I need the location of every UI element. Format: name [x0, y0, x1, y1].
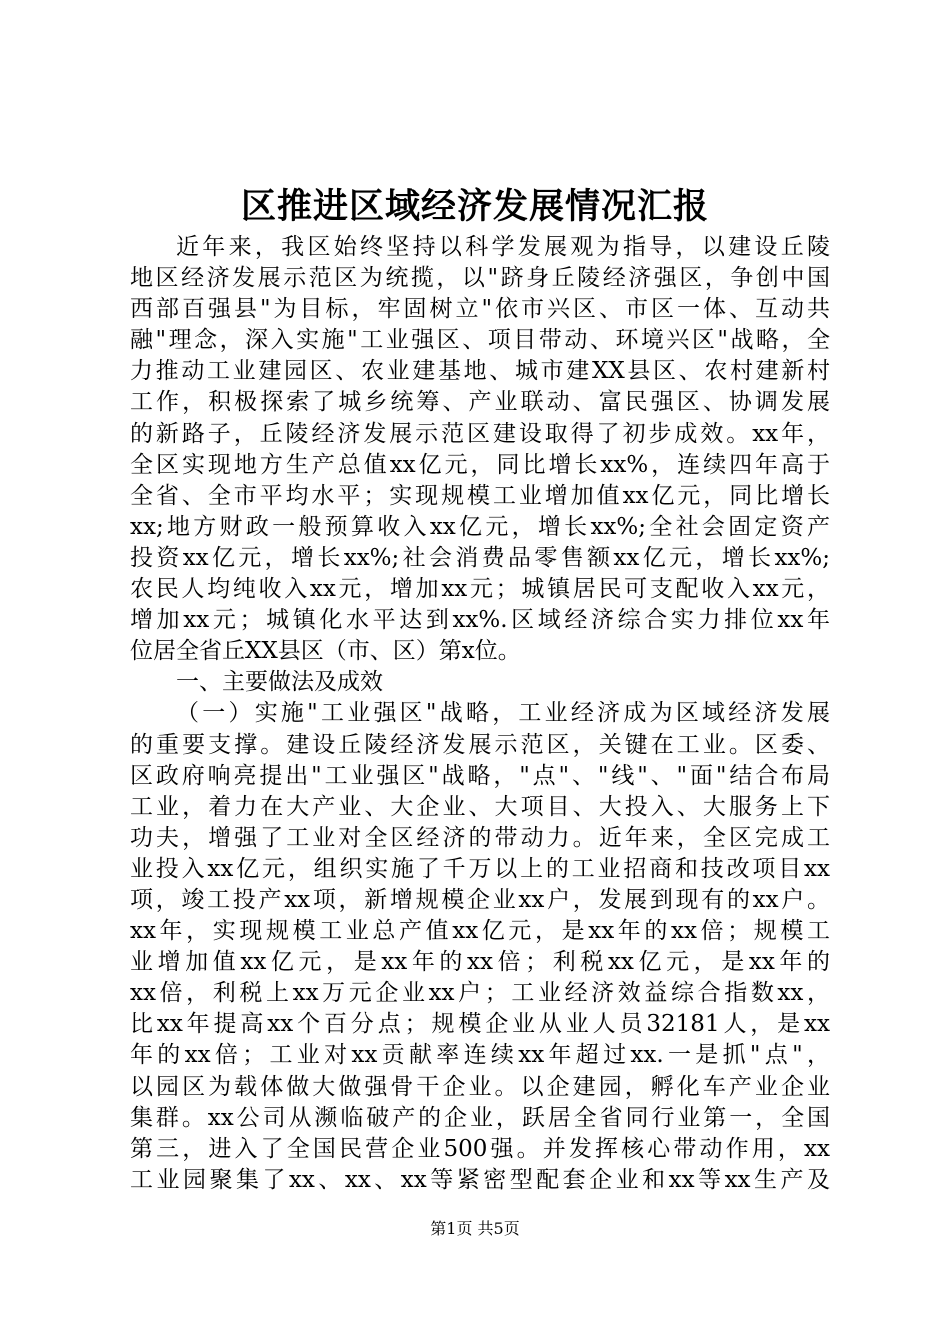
section-heading: 一、主要做法及成效 — [176, 669, 383, 696]
body-line: 年的xx倍；工业对xx贡献率连续xx年超过xx.一是抓"点"， — [130, 1042, 830, 1069]
body-line: 比xx年提高xx个百分点；规模企业从业人员32181人，是xx — [130, 1011, 830, 1038]
document-title: 区推进区域经济发展情况汇报 — [240, 186, 709, 227]
body-line: 区政府响亮提出"工业强区"战略，"点"、"线"、"面"结合布局 — [130, 762, 830, 789]
body-line: 地区经济发展示范区为统揽，以"跻身丘陵经济强区，争创中国 — [130, 265, 830, 292]
body-line: 位居全省丘XX县区（市、区）第x位。 — [130, 638, 521, 665]
body-line: 力推动工业建园区、农业建基地、城市建XX县区、农村建新村 — [130, 358, 830, 385]
body-line: 业增加值xx亿元，是xx年的xx倍；利税xx亿元，是xx年的 — [130, 949, 830, 976]
body-line: 功夫，增强了工业对全区经济的带动力。近年来，全区完成工 — [130, 824, 830, 851]
body-line: 工作，积极探索了城乡统筹、产业联动、富民强区、协调发展 — [130, 389, 830, 416]
body-line: 业投入xx亿元，组织实施了千万以上的工业招商和技改项目xx — [130, 855, 830, 882]
body-line: 全区实现地方生产总值xx亿元，同比增长xx%，连续四年高于 — [130, 451, 830, 478]
body-line: 投资xx亿元，增长xx%;社会消费品零售额xx亿元，增长xx%; — [130, 544, 830, 571]
body-line: 融"理念，深入实施"工业强区、项目带动、环境兴区"战略，全 — [130, 327, 830, 354]
body-line: 全省、全市平均水平；实现规模工业增加值xx亿元，同比增长 — [130, 482, 830, 509]
body-line: xx年，实现规模工业总产值xx亿元，是xx年的xx倍；规模工 — [130, 918, 830, 945]
body-line: 西部百强县"为目标，牢固树立"依市兴区、市区一体、互动共 — [130, 296, 830, 323]
page-footer: 第1页 共5页 — [430, 1219, 520, 1238]
body-line: 第三，进入了全国民营企业500强。并发挥核心带动作用，xx — [130, 1135, 830, 1162]
body-line: 项，竣工投产xx项，新增规模企业xx户，发展到现有的xx户。 — [130, 886, 830, 913]
body-line: 增加xx元；城镇化水平达到xx%.区域经济综合实力排位xx年 — [130, 607, 830, 634]
body-line: 工业园聚集了xx、xx、xx等紧密型配套企业和xx等xx生产及 — [130, 1166, 830, 1193]
body-line: 农民人均纯收入xx元，增加xx元；城镇居民可支配收入xx元， — [130, 576, 830, 603]
body-line: 集群。xx公司从濒临破产的企业，跃居全省同行业第一，全国 — [130, 1104, 830, 1131]
body-line: 的新路子，丘陵经济发展示范区建设取得了初步成效。xx年， — [130, 420, 830, 447]
body-line: xx倍，利税上xx万元企业xx户；工业经济效益综合指数xx， — [130, 980, 830, 1007]
document-body — [130, 232, 830, 1196]
body-line: 近年来，我区始终坚持以科学发展观为指导，以建设丘陵 — [176, 234, 830, 260]
body-line: 工业，着力在大产业、大企业、大项目、大投入、大服务上下 — [130, 793, 830, 820]
body-line: （一）实施"工业强区"战略，工业经济成为区域经济发展 — [176, 700, 830, 727]
body-line: 以园区为载体做大做强骨干企业。以企建园，孵化车产业企业 — [130, 1073, 830, 1100]
body-line: 的重要支撑。建设丘陵经济发展示范区，关键在工业。区委、 — [130, 731, 830, 758]
body-line: xx;地方财政一般预算收入xx亿元，增长xx%;全社会固定资产 — [130, 513, 830, 540]
